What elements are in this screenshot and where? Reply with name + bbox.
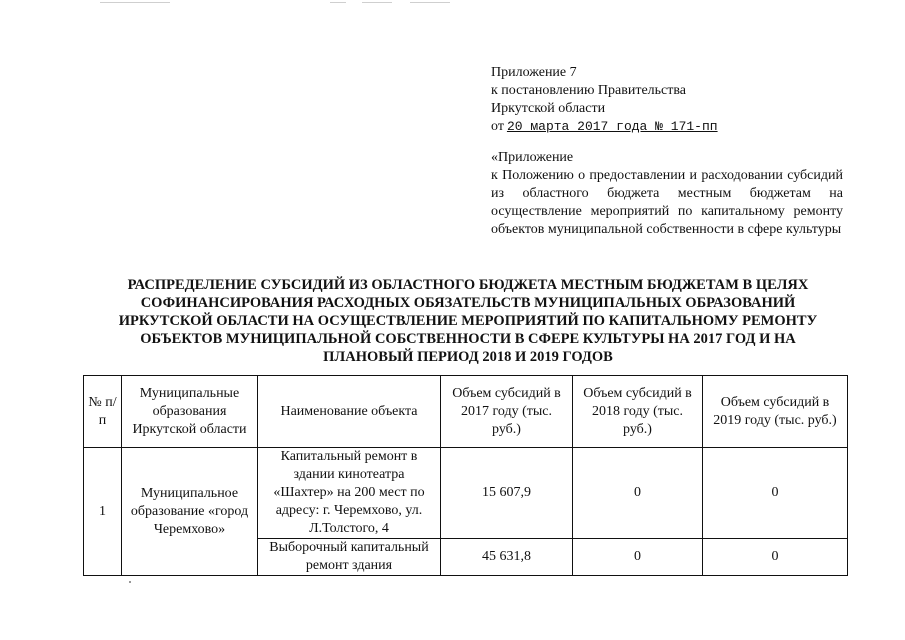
row-subsidy-2019: 0 <box>703 539 848 576</box>
header-subsidy-2019: Объем субсидий в 2019 году (тыс. руб.) <box>703 376 848 448</box>
subsidies-table <box>83 375 848 576</box>
table-row <box>84 448 848 539</box>
appendix-title: «Приложение <box>491 150 574 165</box>
appendix-text: к Положению о предоставлении и расходовании субсидий из областного бюджета местным бюджетам на осуществление мероприятий по капитальному ремонту объектов муниципальной собственности в сфере культуры <box>491 168 843 237</box>
row-subsidy-2019: 0 <box>703 448 848 539</box>
header-subsidy-2018: Объем субсидий в 2018 году (тыс. руб.) <box>573 376 703 448</box>
header-subsidy-2017: Объем субсидий в 2017 году (тыс. руб.) <box>441 376 573 448</box>
document-heading: РАСПРЕДЕЛЕНИЕ СУБСИДИЙ ИЗ ОБЛАСТНОГО БЮДЖЕТА МЕСТНЫМ БЮДЖЕТАМ В ЦЕЛЯХ СОФИНАНСИРОВАНИЯ РАСХОДНЫХ ОБЯЗАТЕЛЬСТВ МУНИЦИПАЛЬНЫХ ОБРАЗОВАНИЙ ИРКУТСКОЙ ОБЛАСТИ НА ОСУЩЕСТВЛЕНИЕ МЕРОПРИЯТИЙ ПО КАПИТАЛЬНОМУ РЕМОНТУ ОБЪЕКТОВ МУНИЦИПАЛЬНОЙ СОБСТВЕННОСТИ В СФЕРЕ КУЛЬТУРЫ НА 2017 ГОД И НА ПЛАНОВЫЙ ПЕРИОД 2018 И 2019 ГОДОВ <box>118 277 818 365</box>
header-number: № п/п <box>84 376 122 448</box>
approval-line-resolution: к постановлению Правительства <box>491 83 687 98</box>
row-subsidy-2017: 15 607,9 <box>441 448 573 539</box>
resolution-date-number: 20 марта 2017 года № 171-пп <box>506 119 718 134</box>
approval-line-appendix-number: Приложение 7 <box>491 65 577 80</box>
approval-line-date <box>491 118 718 136</box>
row-number: 1 <box>84 448 122 576</box>
date-prefix: от <box>491 119 504 134</box>
row-municipality: Муниципальное образование «город Черемхово» <box>122 448 258 576</box>
approval-block <box>491 64 718 136</box>
header-municipality: Муниципальные образования Иркутской области <box>122 376 258 448</box>
scan-artifact-marks <box>100 2 560 6</box>
row-object-name: Выборочный капитальный ремонт здания <box>258 539 441 576</box>
approval-line-region: Иркутской области <box>491 101 606 116</box>
row-subsidy-2018: 0 <box>573 448 703 539</box>
scan-dot-artifact <box>129 581 131 583</box>
row-subsidy-2018: 0 <box>573 539 703 576</box>
table-header-row <box>84 376 848 448</box>
row-subsidy-2017: 45 631,8 <box>441 539 573 576</box>
header-object-name: Наименование объекта <box>258 376 441 448</box>
appendix-block <box>491 149 843 239</box>
row-object-name: Капитальный ремонт в здании кинотеатра «Шахтер» на 200 мест по адресу: г. Черемхово, ул. Л.Толстого, 4 <box>258 448 441 539</box>
